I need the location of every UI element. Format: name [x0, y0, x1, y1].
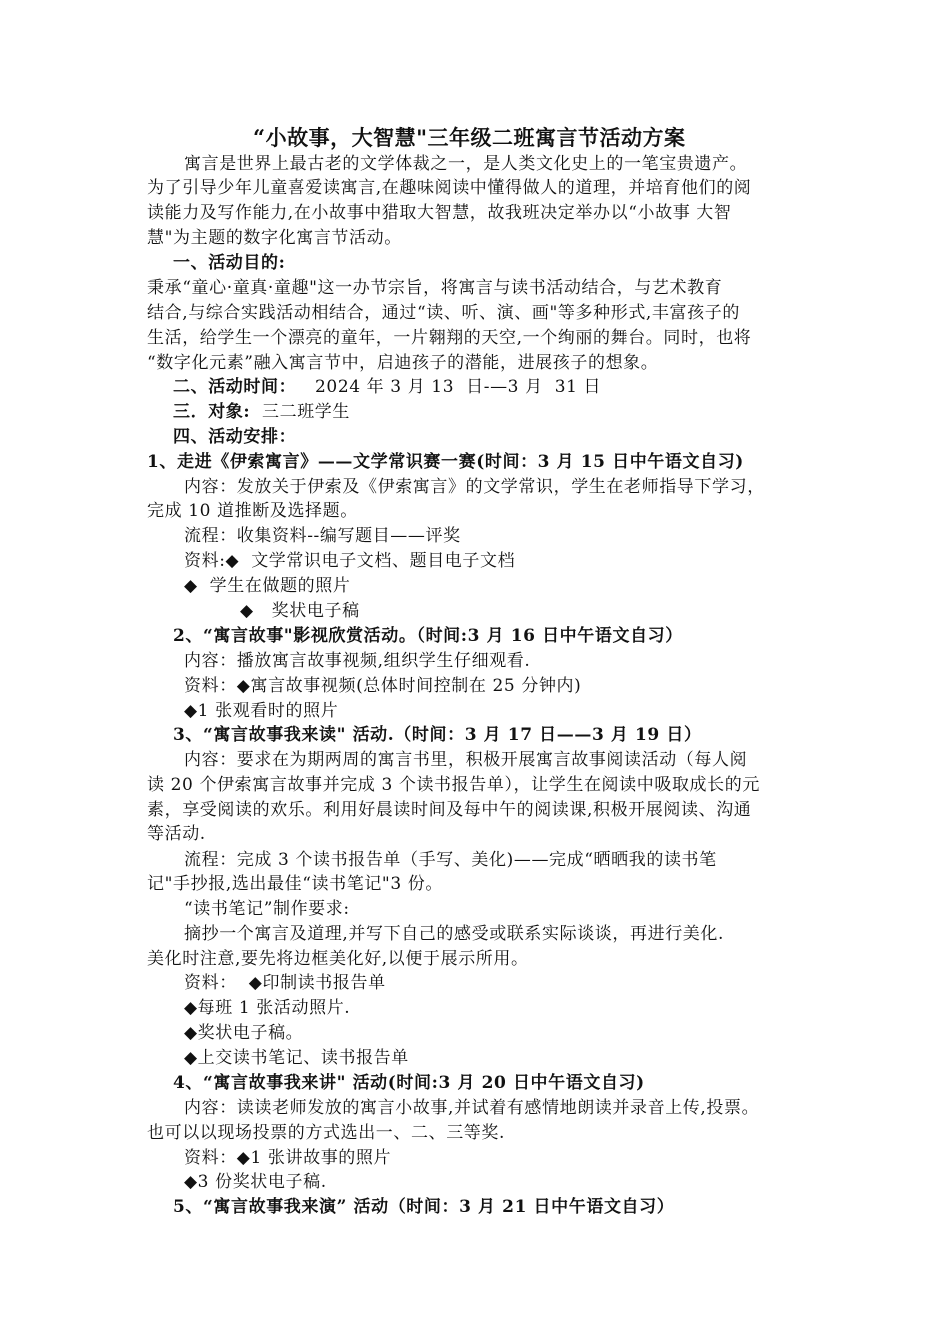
activity-3-heading: 3、“寓言故事我来读" 活动.（时间：3 月 17 日——3 月 19 日） — [173, 725, 702, 745]
activity-1-material: 资料:◆ 文学常识电子文档、题目电子文档 — [184, 551, 516, 571]
activity-3-material: ◆奖状电子稿。 — [184, 1023, 304, 1043]
activity-4-material: ◆3 份奖状电子稿. — [184, 1172, 327, 1192]
activity-2-material: ◆1 张观看时的照片 — [184, 701, 339, 721]
purpose-line: 生活，给学生一个漂亮的童年，一片翱翔的天空,一个绚丽的舞台。同时，也将 — [147, 328, 752, 348]
activity-3-content: 等活动. — [147, 824, 206, 844]
activity-1-material: ◆ 奖状电子稿 — [240, 601, 360, 621]
activity-4-content: 内容：读读老师发放的寓言小故事,并试着有感情地朗读并录音上传,投票。 — [184, 1098, 760, 1118]
activity-3-process: 记"手抄报,选出最佳“读书笔记"3 份。 — [147, 874, 443, 894]
activity-3-material: 资料： ◆印制读书报告单 — [184, 973, 386, 993]
activity-3-material: ◆每班 1 张活动照片. — [184, 998, 351, 1018]
activity-2-material: 资料：◆寓言故事视频(总体时间控制在 25 分钟内) — [184, 676, 582, 696]
activity-4-heading: 4、“寓言故事我来讲" 活动(时间:3 月 20 日中午语文自习) — [173, 1073, 645, 1093]
activity-1-heading: 1、走进《伊索寓言》——文学常识赛一赛(时间：3 月 15 日中午语文自习) — [147, 452, 744, 472]
section-heading-target: 三．对象: — [173, 402, 251, 422]
activity-1-process: 流程：收集资料--编写题目——评奖 — [184, 526, 461, 546]
activity-3-process: 流程：完成 3 个读书报告单（手写、美化)——完成“晒晒我的读书笔 — [184, 850, 717, 870]
purpose-line: “数字化元素”融入寓言节中，启迪孩子的潜能，进展孩子的想象。 — [147, 353, 659, 373]
activity-2-content: 内容：播放寓言故事视频,组织学生仔细观看. — [184, 651, 531, 671]
intro-line: 寓言是世界上最古老的文学体裁之一，是人类文化史上的一笔宝贵遗产。 — [184, 154, 748, 174]
section-heading-schedule: 四、活动安排： — [173, 427, 297, 447]
activity-3-content: 读 20 个伊索寓言故事并完成 3 个读书报告单），让学生在阅读中吸取成长的元 — [147, 775, 760, 795]
activity-3-note: 美化时注意,要先将边框美化好,以便于展示所用。 — [147, 949, 529, 969]
activity-4-material: 资料：◆1 张讲故事的照片 — [184, 1148, 392, 1168]
activity-1-material: ◆ 学生在做题的照片 — [184, 576, 351, 596]
intro-line: 慧"为主题的数字化寓言节活动。 — [147, 228, 402, 248]
intro-line: 读能力及写作能力,在小故事中猎取大智慧，故我班决定举办以“小故事 大智 — [147, 203, 732, 223]
purpose-line: 秉承“童心·童真·童趣"这一办节宗旨，将寓言与读书活动结合，与艺术教育 — [147, 278, 723, 298]
section-heading-purpose: 一、活动目的: — [173, 253, 286, 273]
section-heading-time: 二、活动时间： — [173, 377, 297, 397]
activity-3-material: ◆上交读书笔记、读书报告单 — [184, 1048, 409, 1068]
activity-3-content: 内容：要求在为期两周的寓言书里，积极开展寓言故事阅读活动（每人阅 — [184, 750, 748, 770]
purpose-line: 结合,与综合实践活动相结合，通过“读、听、演、画"等多种形式,丰富孩子的 — [147, 303, 740, 323]
activity-3-note-title: “读书笔记”制作要求: — [184, 899, 350, 919]
activity-2-heading: 2、“寓言故事"影视欣赏活动。（时间:3 月 16 日中午语文自习） — [173, 626, 683, 646]
time-value: 2024 年 3 月 13 日-—3 月 31 日 — [315, 377, 602, 397]
intro-line: 为了引导少年儿童喜爱读寓言,在趣味阅读中懂得做人的道理，并培育他们的阅 — [147, 178, 752, 198]
activity-4-content: 也可以以现场投票的方式选出一、二、三等奖. — [147, 1123, 506, 1143]
target-value: 三二班学生 — [262, 402, 350, 422]
activity-5-heading: 5、“寓言故事我来演” 活动（时间：3 月 21 日中午语文自习） — [173, 1197, 675, 1217]
activity-3-note: 摘抄一个寓言及道理,并写下自己的感受或联系实际谈谈，再进行美化. — [184, 924, 725, 944]
activity-1-content: 完成 10 道推断及选择题。 — [147, 501, 358, 521]
activity-1-content: 内容：发放关于伊索及《伊索寓言》的文学常识，学生在老师指导下学习， — [184, 477, 765, 497]
document-title: “小故事，大智慧"三年级二班寓言节活动方案 — [253, 125, 686, 150]
activity-3-content: 素，享受阅读的欢乐。利用好晨读时间及每中午的阅读课,积极开展阅读、沟通 — [147, 800, 752, 820]
